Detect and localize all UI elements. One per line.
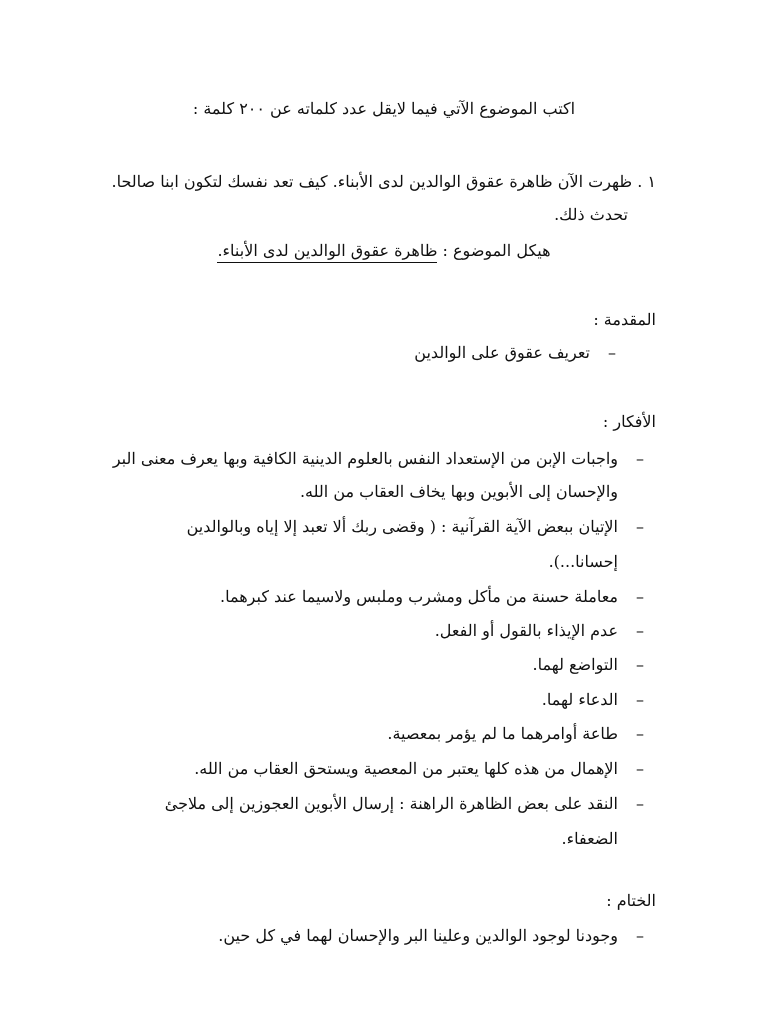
bullet-dash: – — [636, 621, 644, 640]
bullet-dash: – — [636, 724, 644, 743]
bullet-dash: – — [636, 587, 644, 606]
bullet-dash: – — [636, 690, 644, 709]
ideas-item-3: – معاملة حسنة من مأكل ومشرب وملبس ولاسيما عند كبرهما. — [110, 585, 618, 609]
bullet-dash: – — [636, 926, 644, 945]
outline-label: هيكل الموضوع : — [442, 241, 551, 260]
ideas-item-7: – طاعة أوامرهما ما لم يؤمر بمعصية. — [110, 722, 618, 746]
ideas-item-2-cont: إحسانا...). — [548, 552, 618, 571]
bullet-dash: – — [636, 655, 644, 674]
ideas-item-6: – الدعاء لهما. — [110, 688, 618, 712]
ideas-item-4: – عدم الإيذاء بالقول أو الفعل. — [110, 619, 618, 643]
question-line-2: تحدث ذلك. — [554, 205, 628, 224]
outline-topic: ظاهرة عقوق الوالدين لدى الأبناء. — [217, 241, 437, 263]
ideas-item-2: – الإتيان ببعض الآية القرآنية : ( وقضى ربك ألا تعبد إلا إياه وبالوالدين — [110, 515, 618, 539]
intro-item: – تعريف عقوق على الوالدين — [110, 341, 590, 365]
ideas-item-9: – النقد على بعض الظاهرة الراهنة : إرسال الأبوين العجوزين إلى ملاجئ — [110, 792, 618, 816]
conclusion-heading: الختام : — [606, 891, 656, 910]
bullet-dash: – — [608, 343, 616, 362]
bullet-dash: – — [636, 517, 644, 536]
intro-heading: المقدمة : — [593, 310, 656, 329]
ideas-heading: الأفكار : — [602, 412, 656, 431]
ideas-item-1-cont: والإحسان إلى الأبوين وبها يخاف العقاب من الله. — [299, 482, 618, 501]
bullet-dash: – — [636, 794, 644, 813]
instruction-text: اكتب الموضوع الآتي فيما لايقل عدد كلماته عن ٢٠٠ كلمة : — [192, 99, 576, 118]
bullet-dash: – — [636, 449, 644, 468]
ideas-item-9-cont: الضعفاء. — [561, 829, 618, 848]
outline-title — [0, 239, 768, 263]
ideas-item-8: – الإهمال من هذه كلها يعتبر من المعصية ويستحق العقاب من الله. — [110, 757, 618, 781]
bullet-dash: – — [636, 759, 644, 778]
conclusion-item: – وجودنا لوجود الوالدين وعلينا البر والإحسان لهما في كل حين. — [110, 924, 618, 948]
ideas-item-1: – واجبات الإبن من الإستعداد النفس بالعلوم الدينية الكافية وبها يعرف معنى البر — [110, 447, 618, 471]
ideas-item-5: – التواضع لهما. — [110, 653, 618, 677]
question-line-1: ١ . ظهرت الآن ظاهرة عقوق الوالدين لدى الأبناء. كيف تعد نفسك لتكون ابنا صالحا. — [111, 172, 656, 191]
